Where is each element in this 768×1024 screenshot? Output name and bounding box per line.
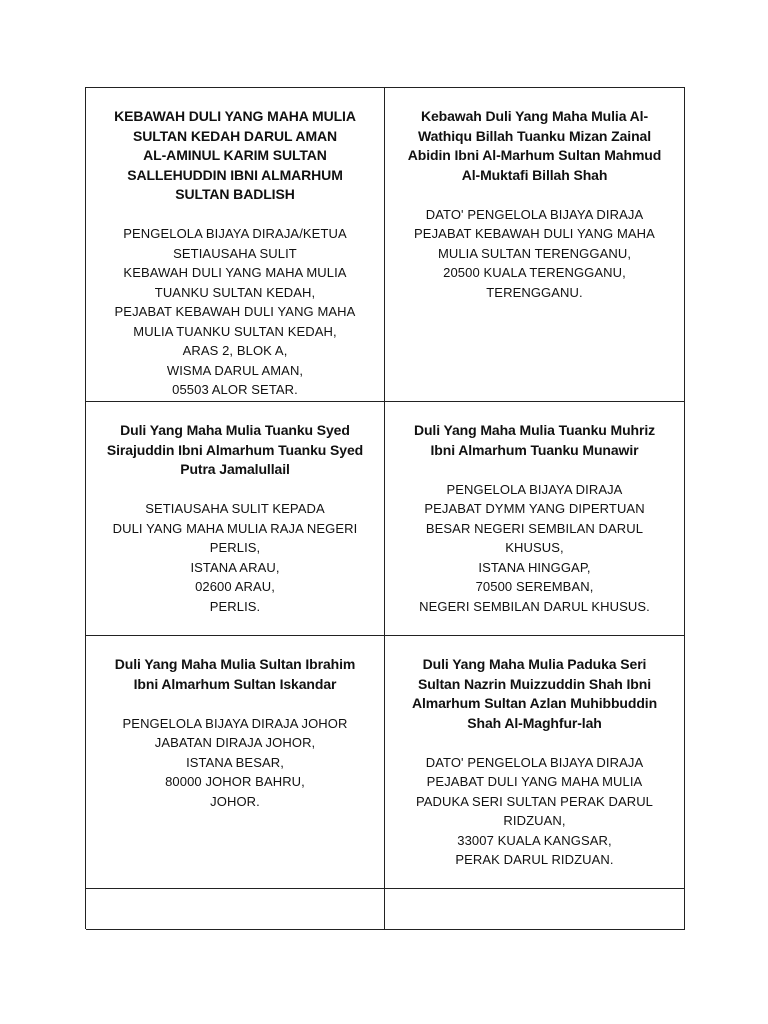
address-line: TUANKU SULTAN KEDAH, <box>154 284 316 300</box>
mailing-address <box>385 205 684 303</box>
recipient-line: Al-Muktafi Billah Shah <box>461 166 608 183</box>
address-line: JABATAN DIRAJA JOHOR, <box>154 735 316 750</box>
address-line: 20500 KUALA TERENGGANU, <box>443 265 626 280</box>
address-line: TERENGGANU. <box>486 284 583 300</box>
address-line: KHUSUS, <box>505 540 564 555</box>
recipient-line: Abidin Ibni Al-Marhum Sultan Mahmud <box>407 147 662 163</box>
recipient-line: Duli Yang Maha Mulia Tuanku Syed <box>120 422 350 438</box>
address-line: 33007 KUALA KANGSAR, <box>457 832 612 848</box>
address-line: MULIA SULTAN TERENGGANU, <box>437 245 632 261</box>
recipient-name <box>385 107 684 185</box>
address-line: SETIAUSAHA SULIT <box>173 245 297 261</box>
mailing-address <box>385 480 684 617</box>
address-line: WISMA DARUL AMAN, <box>166 362 304 378</box>
recipient-line: Putra Jamalullail <box>180 461 290 477</box>
address-line: PEJABAT DULI YANG MAHA MULIA <box>426 774 643 789</box>
recipient-line: Sultan Nazrin Muizzuddin Shah Ibni <box>417 675 652 692</box>
recipient-name <box>86 107 384 205</box>
recipient-line: Sirajuddin Ibni Almarhum Tuanku Syed <box>106 441 364 458</box>
address-line: DATO' PENGELOLA BIJAYA DIRAJA <box>425 206 644 222</box>
address-line: MULIA TUANKU SULTAN KEDAH, <box>133 323 337 339</box>
recipient-line: Ibni Almarhum Tuanku Munawir <box>430 441 639 458</box>
address-line: JOHOR. <box>210 793 260 809</box>
recipient-line: KEBAWAH DULI YANG MAHA MULIA <box>114 108 356 124</box>
address-line: BESAR NEGERI SEMBILAN DARUL <box>425 520 644 536</box>
address-label-johor <box>86 636 385 889</box>
recipient-line: Almarhum Sultan Azlan Muhibbuddin <box>411 695 658 711</box>
address-label-perlis <box>86 402 385 636</box>
address-label-terengganu <box>385 88 685 402</box>
address-line: 70500 SEREMBAN, <box>475 579 594 594</box>
address-label-table <box>85 87 685 929</box>
address-label-perak <box>385 636 685 889</box>
address-line: ARAS 2, BLOK A, <box>182 343 288 358</box>
address-label-kedah <box>86 88 385 402</box>
address-line: 02600 ARAU, <box>195 579 275 594</box>
recipient-name <box>86 655 384 694</box>
recipient-name <box>385 421 684 460</box>
recipient-line: SULTAN BADLISH <box>175 186 295 202</box>
recipient-line: Wathiqu Billah Tuanku Mizan Zainal <box>417 127 652 144</box>
recipient-line: SALLEHUDDIN IBNI ALMARHUM <box>127 166 343 183</box>
address-line: PERAK DARUL RIDZUAN. <box>455 852 614 867</box>
address-line: PENGELOLA BIJAYA DIRAJA/KETUA <box>123 226 347 241</box>
recipient-line: AL-AMINUL KARIM SULTAN <box>143 147 327 163</box>
mailing-address <box>86 224 384 400</box>
recipient-line: Shah Al-Maghfur-lah <box>467 714 602 731</box>
address-line: PENGELOLA BIJAYA DIRAJA <box>446 481 623 497</box>
address-line: ISTANA ARAU, <box>190 559 280 575</box>
recipient-line: Duli Yang Maha Mulia Sultan Ibrahim <box>114 656 356 672</box>
address-line: SETIAUSAHA SULIT KEPADA <box>145 501 325 516</box>
address-line: KEBAWAH DULI YANG MAHA MULIA <box>123 265 347 280</box>
recipient-name <box>385 655 684 733</box>
address-line: PADUKA SERI SULTAN PERAK DARUL <box>415 793 654 809</box>
address-line: 80000 JOHOR BAHRU, <box>165 774 305 789</box>
address-line: PEJABAT KEBAWAH DULI YANG MAHA <box>114 304 356 319</box>
recipient-name <box>86 421 384 480</box>
address-line: PENGELOLA BIJAYA DIRAJA JOHOR <box>122 715 348 731</box>
address-line: DULI YANG MAHA MULIA RAJA NEGERI <box>112 520 358 536</box>
address-line: 05503 ALOR SETAR. <box>172 382 298 397</box>
address-line: NEGERI SEMBILAN DARUL KHUSUS. <box>419 598 650 614</box>
recipient-line: Kebawah Duli Yang Maha Mulia Al- <box>420 108 649 124</box>
address-line: RIDZUAN, <box>503 813 566 828</box>
recipient-line: Duli Yang Maha Mulia Paduka Seri <box>422 656 647 672</box>
mailing-address <box>385 753 684 870</box>
mailing-address <box>86 499 384 616</box>
address-line: ISTANA HINGGAP, <box>478 559 591 575</box>
recipient-line: Duli Yang Maha Mulia Tuanku Muhriz <box>413 422 656 438</box>
address-line: PERLIS. <box>209 598 261 614</box>
address-line: DATO' PENGELOLA BIJAYA DIRAJA <box>425 754 644 770</box>
address-line: PERLIS, <box>209 540 261 555</box>
recipient-line: Ibni Almarhum Sultan Iskandar <box>133 675 337 692</box>
address-label-negeri-sembilan <box>385 402 685 636</box>
address-line: ISTANA BESAR, <box>186 754 284 770</box>
empty-label-cell <box>86 889 385 930</box>
address-line: PEJABAT DYMM YANG DIPERTUAN <box>424 501 645 516</box>
recipient-line: SULTAN KEDAH DARUL AMAN <box>132 127 338 144</box>
mailing-address <box>86 714 384 812</box>
empty-label-cell <box>385 889 685 930</box>
address-line: PEJABAT KEBAWAH DULI YANG MAHA <box>414 226 655 241</box>
